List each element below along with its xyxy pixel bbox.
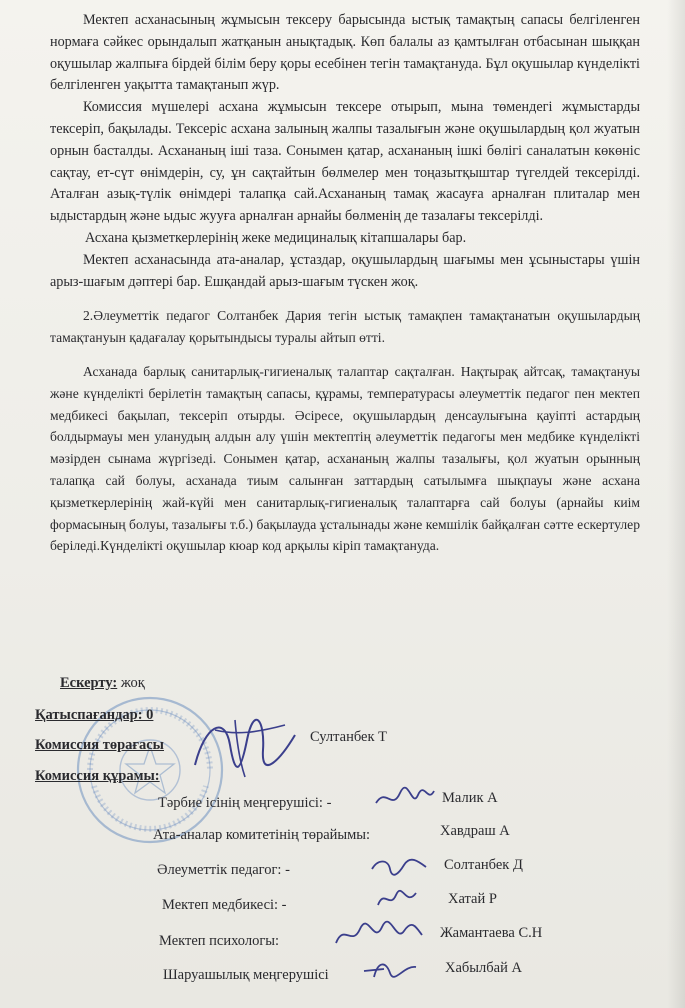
member-signature bbox=[360, 955, 420, 981]
member-signature bbox=[372, 783, 437, 815]
member-name: Жамантаева С.Н bbox=[440, 925, 543, 941]
document-body bbox=[50, 10, 640, 557]
member-signature bbox=[330, 917, 425, 953]
chair-label: Комиссия төрағасы bbox=[35, 737, 164, 753]
chair-signature bbox=[185, 705, 305, 785]
member-name: Солтанбек Д bbox=[444, 857, 523, 873]
member-signature bbox=[368, 853, 430, 879]
paragraph-6: Асханада барлық санитарлық-гигиеналық талаптар сақталған. Нақтырақ айтсақ, тамақтануы және күнделікті берілетін тамақтың сапасы, құрамы, температурасы әлеуметтік педагог пен мектеп медбикесі бақылап, тексеріп отырды. Әсіресе, оқушылардың денсаулығына қауіпті астардың болдырмауы мен уланудың алдын алу үшін мектептің әлеуметтік педагогы мен медбике күнделікті мәзірден сынама жүргізеді. Сонымен қатар, асхананың жалпы тазалығы, қол жуатын орынның талапқа сай болуы, асханада тиым салынған заттардың сатылымға шықпауы және асхана қызметкерлерінің жай-күйі мен санитарлық-гигиеналық талаптарға сай болуы (арнайы киім формасының болуы, тазалығы т.б.) бақылауда ұсталынады және кемшілік байқалған сәтте ескертулер беріледі.Күнделікті оқушылар кюар код арқылы кіріп тамақтануда. bbox=[50, 363, 640, 554]
member-role: Шаруашылық меңгерушісі bbox=[163, 967, 329, 983]
member-name: Хатай Р bbox=[448, 891, 497, 907]
member-role: Тәрбие ісінің меңгерушісі: - bbox=[158, 795, 332, 811]
paragraph-1: Мектеп асханасының жұмысын тексеру барысында ыстық тамақтың сапасы белгіленген нормаға сәйкес орындалып жатқанын анықтадық. Көп балалы аз қамтылған отбасынан шыққан оқушылар жалпыға бірдей білім беру қоры есебінен тегін тамақтануда. Бұл оқушылар күнделікті белгіленген уақытта тамақтанып жүр. bbox=[50, 12, 640, 94]
paragraph-5: 2.Әлеуметтік педагог Солтанбек Дария тегін ыстық тамақпен тамақтанатын оқушылардың тамақтануын қадағалау қорытындысы туралы айтып өтті. bbox=[50, 308, 640, 346]
member-role: Мектеп психологы: bbox=[159, 933, 280, 949]
member-name: Хавдраш А bbox=[440, 823, 510, 839]
note-value: жоқ bbox=[120, 675, 145, 691]
paragraph-2: Комиссия мүшелері асхана жұмысын тексере отырып, мына төмендегі жұмыстарды тексеріп, бақылады. Тексеріс асхана залының жалпы тазалығын және оқушылардың қол жуатын орнын басталды. Асхананың іші таза. Сонымен қатар, асхананың ішкі бөлігі саналатын көкөніс сақтау, ет-сүт өнімдерін, су, ұн сақтайтын бөлмелер мен тоңазытқыштар түгелдей тексерілді. Аталған азық-түлік өнімдері талапқа сай.Асхананың тамақ жасауға арналған плиталар мен ыдыстардың және ыдыс жууға арналған арнайы бөлменің де тазалағы тексерілді. bbox=[50, 99, 640, 225]
paragraph-gap bbox=[50, 293, 640, 305]
member-role: Әлеуметтік педагог: - bbox=[157, 862, 290, 878]
composition-label: Комиссия құрамы: bbox=[35, 768, 160, 784]
absent-count: Қатыспағандар: 0 bbox=[35, 707, 154, 723]
paragraph-3: Асхана қызметкерлерінің жеке медициналық кітапшалары бар. bbox=[85, 229, 467, 246]
member-signature bbox=[372, 885, 422, 913]
member-name: Хабылбай А bbox=[445, 960, 522, 976]
note-label: Ескерту: bbox=[60, 675, 118, 691]
document-footer bbox=[0, 665, 685, 1008]
member-role: Ата-аналар комитетінің төрайымы: bbox=[153, 827, 371, 843]
chair-name: Султанбек Т bbox=[310, 729, 388, 745]
member-name: Малик А bbox=[442, 790, 498, 806]
note-line bbox=[60, 675, 145, 692]
paragraph-gap bbox=[50, 349, 640, 361]
paragraph-4: Мектеп асханасында ата-аналар, ұстаздар, оқушылардың шағымы мен ұсыныстары үшін арыз-шағым дәптері бар. Ешқандай арыз-шағым түскен жоқ. bbox=[50, 251, 640, 290]
member-role: Мектеп медбикесі: - bbox=[162, 897, 287, 913]
